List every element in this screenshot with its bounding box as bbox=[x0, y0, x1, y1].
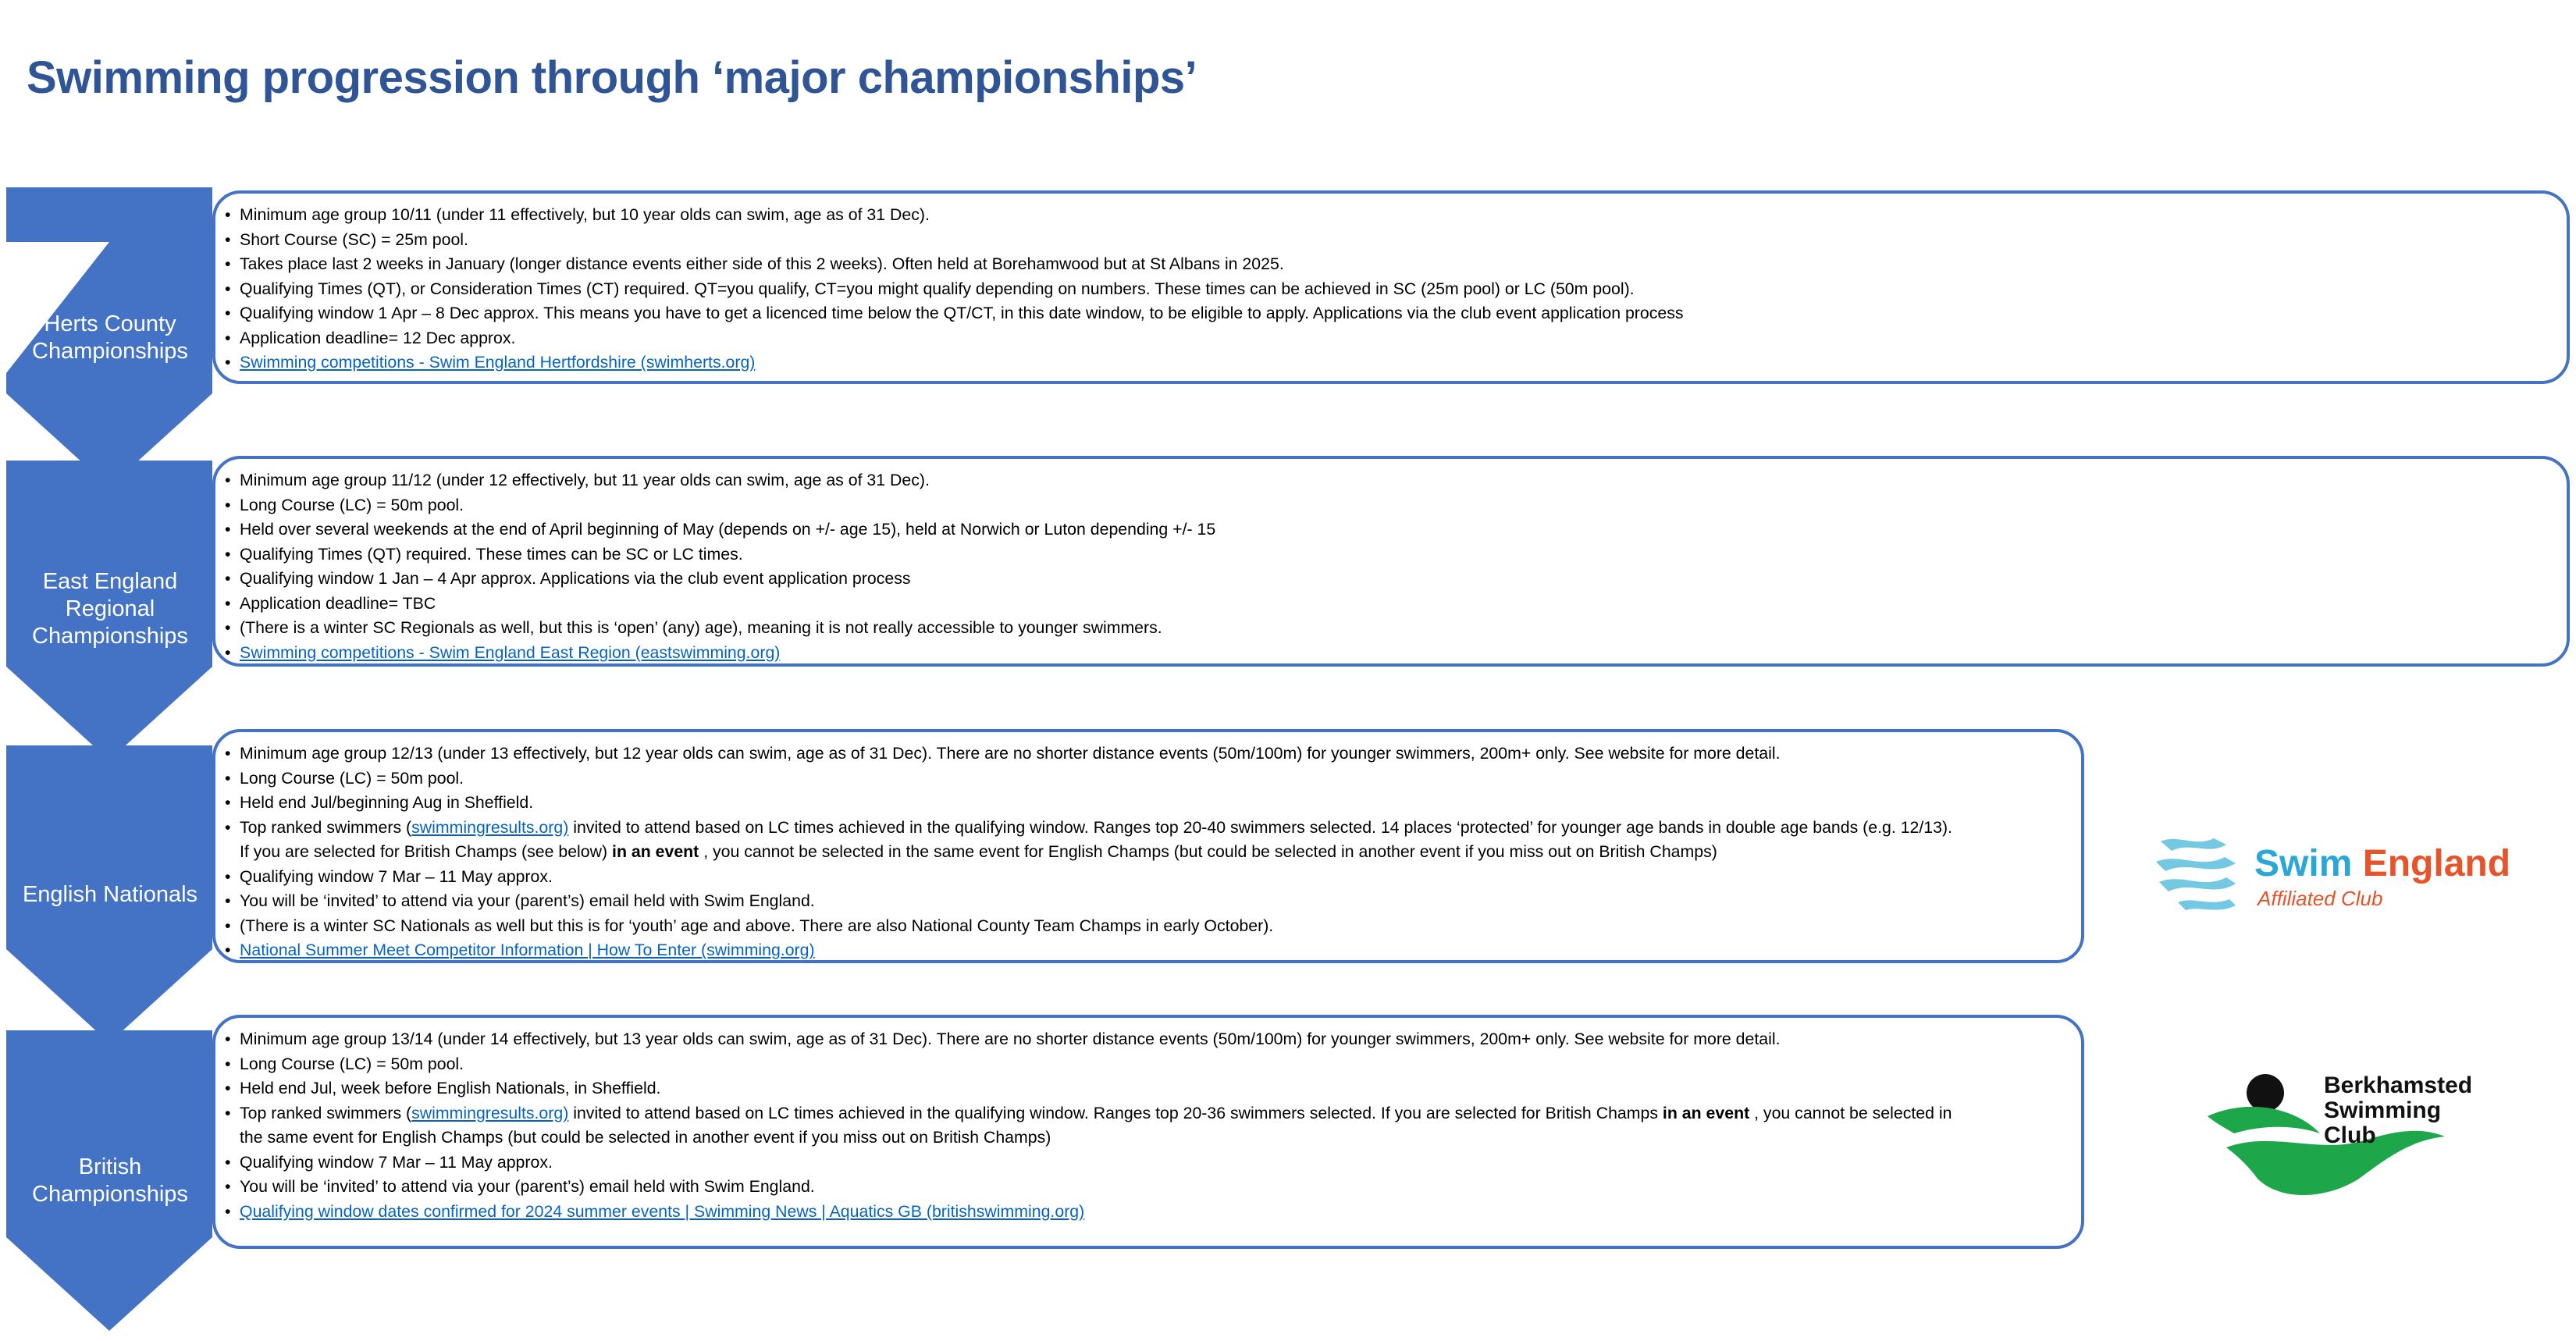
link-swimmingresults[interactable]: swimmingresults.org) bbox=[411, 1103, 569, 1122]
stage-label-east: East England Regional Championships bbox=[32, 569, 188, 649]
bullet-list bbox=[225, 1027, 2081, 1224]
bullet-list bbox=[225, 468, 2567, 665]
stage-label-herts: Herts County Championships bbox=[32, 311, 188, 364]
stage-label-british: British Championships bbox=[32, 1154, 188, 1207]
list-item: • Long Course (LC) = 50m pool. bbox=[225, 493, 2567, 518]
list-item: • Long Course (LC) = 50m pool. bbox=[225, 767, 2081, 791]
list-item bbox=[225, 641, 2567, 666]
berkhamsted-line2: Swimming bbox=[2324, 1097, 2442, 1123]
list-item: • Top ranked swimmers (swimmingresults.org) invited to attend based on LC times achieved in the qualifying window. Ranges top 20-40 swimmers selected. 14 places ‘protected’ for younger age bands in double age bands (e.g. 12/13). If you are selected for British Champs (see below) in an event , you cannot be selected in the same event for English Champs (but could be selected in another event if you miss out on British Champs) bbox=[225, 816, 2081, 865]
swim-england-subtitle: Affiliated Club bbox=[2258, 887, 2383, 910]
info-box-british bbox=[212, 1015, 2084, 1249]
list-item: • Qualifying window 1 Jan – 4 Apr approx. Applications via the club event application process bbox=[225, 567, 2567, 592]
list-item: • Application deadline= 12 Dec approx. bbox=[225, 326, 2567, 351]
list-item: • Short Course (SC) = 25m pool. bbox=[225, 228, 2567, 253]
list-item: • (There is a winter SC Nationals as well but this is for ‘youth’ age and above. There are also National County Team Champs in early October). bbox=[225, 914, 2081, 939]
link-swimmingresults[interactable]: swimmingresults.org) bbox=[411, 817, 569, 837]
link-swimming-org[interactable]: National Summer Meet Competitor Information | How To Enter (swimming.org) bbox=[240, 941, 815, 959]
link-eastswimming[interactable]: Swimming competitions - Swim England East Region (eastswimming.org) bbox=[240, 642, 781, 662]
list-item bbox=[225, 1200, 2081, 1225]
progression-chevrons bbox=[0, 0, 222, 1341]
list-item: • Takes place last 2 weeks in January (longer distance events either side of this 2 weeks). Often held at Borehamwood but at St Albans in 2025. bbox=[225, 252, 2567, 277]
berkhamsted-logo bbox=[2203, 1062, 2484, 1210]
info-box-herts bbox=[212, 190, 2570, 384]
list-item: • Qualifying window 7 Mar – 11 May approx. bbox=[225, 865, 2081, 890]
list-item: • Minimum age group 12/13 (under 13 effectively, but 12 year olds can swim, age as of 31 Dec). There are no shorter distance events (50m/100m) for younger swimmers, 200m+ only. See website for more detail. bbox=[225, 742, 2081, 767]
list-item: • Top ranked swimmers (swimmingresults.org) invited to attend based on LC times achieved in the qualifying window. Ranges top 20-36 swimmers selected. If you are selected for British Champs in an event , you cannot be selected in the same event for English Champs (but could be selected in another event if you miss out on British Champs) bbox=[225, 1101, 2081, 1151]
berkhamsted-line3: Club bbox=[2324, 1122, 2376, 1148]
list-item: • Qualifying Times (QT), or Consideration Times (CT) required. QT=you qualify, CT=you might qualify depending on numbers. These times can be achieved in SC (25m pool) or LC (50m pool). bbox=[225, 277, 2567, 302]
list-item: • Qualifying window 7 Mar – 11 May approx. bbox=[225, 1151, 2081, 1176]
list-item: • Application deadline= TBC bbox=[225, 592, 2567, 617]
stage-label-english: English Nationals bbox=[22, 882, 198, 907]
list-item bbox=[225, 938, 2081, 963]
info-box-english bbox=[212, 729, 2084, 963]
list-item bbox=[225, 350, 2567, 375]
berkhamsted-line1: Berkhamsted bbox=[2324, 1072, 2473, 1098]
swim-england-title: Swim England bbox=[2254, 843, 2511, 884]
swim-england-wave-icon bbox=[2156, 838, 2236, 910]
list-item: • You will be ‘invited’ to attend via your (parent’s) email held with Swim England. bbox=[225, 1175, 2081, 1200]
link-britishswimming[interactable]: Qualifying window dates confirmed for 2024 summer events | Swimming News | Aquatics GB (britishswimming.org) bbox=[240, 1201, 1085, 1221]
link-swimherts[interactable]: Swimming competitions - Swim England Hertfordshire (swimherts.org) bbox=[240, 353, 756, 372]
info-box-east bbox=[212, 456, 2570, 667]
list-item: • Held end Jul, week before English Nationals, in Sheffield. bbox=[225, 1076, 2081, 1101]
swim-england-logo bbox=[2154, 827, 2529, 929]
list-item: • Minimum age group 10/11 (under 11 effectively, but 10 year olds can swim, age as of 31 Dec). bbox=[225, 203, 2567, 228]
list-item: • Qualifying Times (QT) required. These times can be SC or LC times. bbox=[225, 542, 2567, 567]
list-item: • You will be ‘invited’ to attend via your (parent’s) email held with Swim England. bbox=[225, 889, 2081, 914]
list-item: • Qualifying window 1 Apr – 8 Dec approx. This means you have to get a licenced time below the QT/CT, in this date window, to be eligible to apply. Applications via the club event application process bbox=[225, 301, 2567, 326]
list-item: • Minimum age group 11/12 (under 12 effectively, but 11 year olds can swim, age as of 31 Dec). bbox=[225, 468, 2567, 493]
bullet-list bbox=[225, 203, 2567, 375]
list-item: • Minimum age group 13/14 (under 14 effectively, but 13 year olds can swim, age as of 31 Dec). There are no shorter distance events (50m/100m) for younger swimmers, 200m+ only. See website for more detail. bbox=[225, 1027, 2081, 1052]
bullet-list bbox=[225, 742, 2081, 963]
swimmer-head-icon bbox=[2247, 1074, 2284, 1112]
list-item: • Held over several weekends at the end of April beginning of May (depends on +/- age 15), held at Norwich or Luton depending +/- 15 bbox=[225, 518, 2567, 542]
list-item: • Long Course (LC) = 50m pool. bbox=[225, 1052, 2081, 1077]
list-item: • Held end Jul/beginning Aug in Sheffield. bbox=[225, 791, 2081, 816]
list-item: • (There is a winter SC Regionals as well, but this is ‘open’ (any) age), meaning it is not really accessible to younger swimmers. bbox=[225, 616, 2567, 641]
page-title: Swimming progression through ‘major championships’ bbox=[27, 52, 1197, 103]
